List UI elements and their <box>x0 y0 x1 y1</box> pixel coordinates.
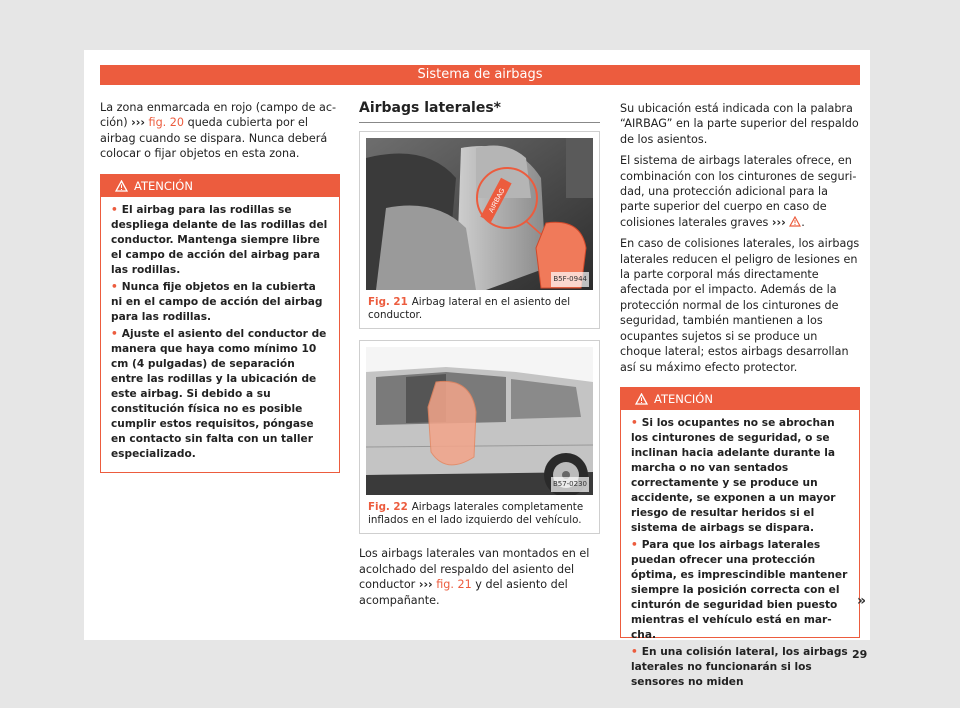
warning-item: • El airbag para las rodillas se despliega delante de las rodillas del conductor. Mantenga siempre libre el campo de acción del airbag para las rodillas. <box>111 203 328 276</box>
warning-item: • Si los ocupantes no se abrochan los cinturones de seguridad, o se inclinan hacia adelante durante la marcha o no van sentados correctamente y se produce un accidente, se exponen a un mayor riesgo de resultar heridos si el sistema de airbags se dispara. <box>631 416 836 534</box>
warning-item: • Ajuste el asiento del conductor de manera que haya como mínimo 10 cm (4 pulgadas) de separación entre las rodillas y la ubicación de este airbag. Si debido a su constitución física no es posible cumplir estos requisitos, póngase en contacto sin falta con un taller especializado. <box>111 327 327 460</box>
reference-arrows: ››› <box>418 578 433 592</box>
warning-triangle-icon <box>635 393 648 405</box>
warning-triangle-icon <box>115 180 128 192</box>
fig-21-link[interactable]: fig. 21 <box>436 578 472 592</box>
airbag-location-paragraph: Su ubicación está indicada con la palabra “AIRBAG” en la parte superior del respaldo de los asientos. <box>620 102 859 146</box>
section-header: Sistema de airbags <box>100 65 860 85</box>
knee-airbag-paragraph: La zona enmarcada en rojo (campo de acción) ››› fig. 20 queda cubierta por el airbag cuando se dispara. Nunca deberá colocar o fijar objetos en esta zona. <box>100 101 337 161</box>
section-title: Airbags laterales* <box>359 101 600 123</box>
seat-airbag-image <box>366 138 593 290</box>
car-airbag-image <box>366 347 593 495</box>
warning-item: • Nunca fije objetos en la cubierta ni en el campo de acción del airbag para las rodillas. <box>111 280 323 323</box>
continue-marker: » <box>857 593 867 609</box>
figure-code: B5F-0944 <box>551 272 589 287</box>
figure-code: B57-0230 <box>551 477 589 492</box>
warning-item: • Para que los airbags laterales puedan ofrecer una protección óptima, es imprescindible mantener siempre la posición correcta con el cinturón de seguridad bien puesto mientras el vehículo está en marcha. <box>631 538 848 641</box>
figure-22 <box>359 340 600 534</box>
airbag-label: AIRBAG <box>488 187 507 215</box>
warning-body <box>101 197 339 472</box>
side-airbags-paragraph: Los airbags laterales van montados en el acolchado del respaldo del asiento del conductor ››› fig. 21 y del asiento del acompañante. <box>359 547 590 607</box>
figure-caption: Fig. 21 Airbag lateral en el asiento del conductor. <box>368 296 571 322</box>
middle-column <box>359 101 600 614</box>
page-number: 29 <box>852 648 868 661</box>
warning-header: ATENCIÓN <box>101 175 339 197</box>
reference-arrows: ››› <box>771 215 786 229</box>
reference-arrows: ››› <box>131 116 145 130</box>
lateral-collision-paragraph: En caso de colisiones laterales, los airbags laterales reducen el peligro de lesiones en la parte corporal más directamente afectada por el impacto. Además de la protección normal de los cinturones de seguridad, también mantienen a los ocupantes sujetos si se produce un choque lateral; estos airbags desarrollan así su máximo efecto protector. <box>620 237 860 374</box>
seat-illustration <box>366 138 593 290</box>
left-column <box>100 100 340 473</box>
figure-caption: Fig. 22 Airbags laterales completamente inflados en el lado izquierdo del vehículo. <box>368 501 584 527</box>
warning-reference-icon[interactable] <box>789 216 801 227</box>
protection-paragraph: El sistema de airbags laterales ofrece, en combinación con los cinturones de seguridad, una protección adicional para la parte superior del cuerpo en caso de colisiones laterales graves ››› . <box>620 154 857 229</box>
warning-box-left <box>100 174 340 473</box>
warning-item: • En una colisión lateral, los airbags laterales no funcionarán si los sensores no miden <box>631 645 848 688</box>
warning-body <box>621 410 859 700</box>
warning-header: ATENCIÓN <box>621 388 859 410</box>
figure-21 <box>359 131 600 329</box>
car-illustration <box>366 347 593 495</box>
fig-20-link[interactable]: fig. 20 <box>148 116 185 130</box>
